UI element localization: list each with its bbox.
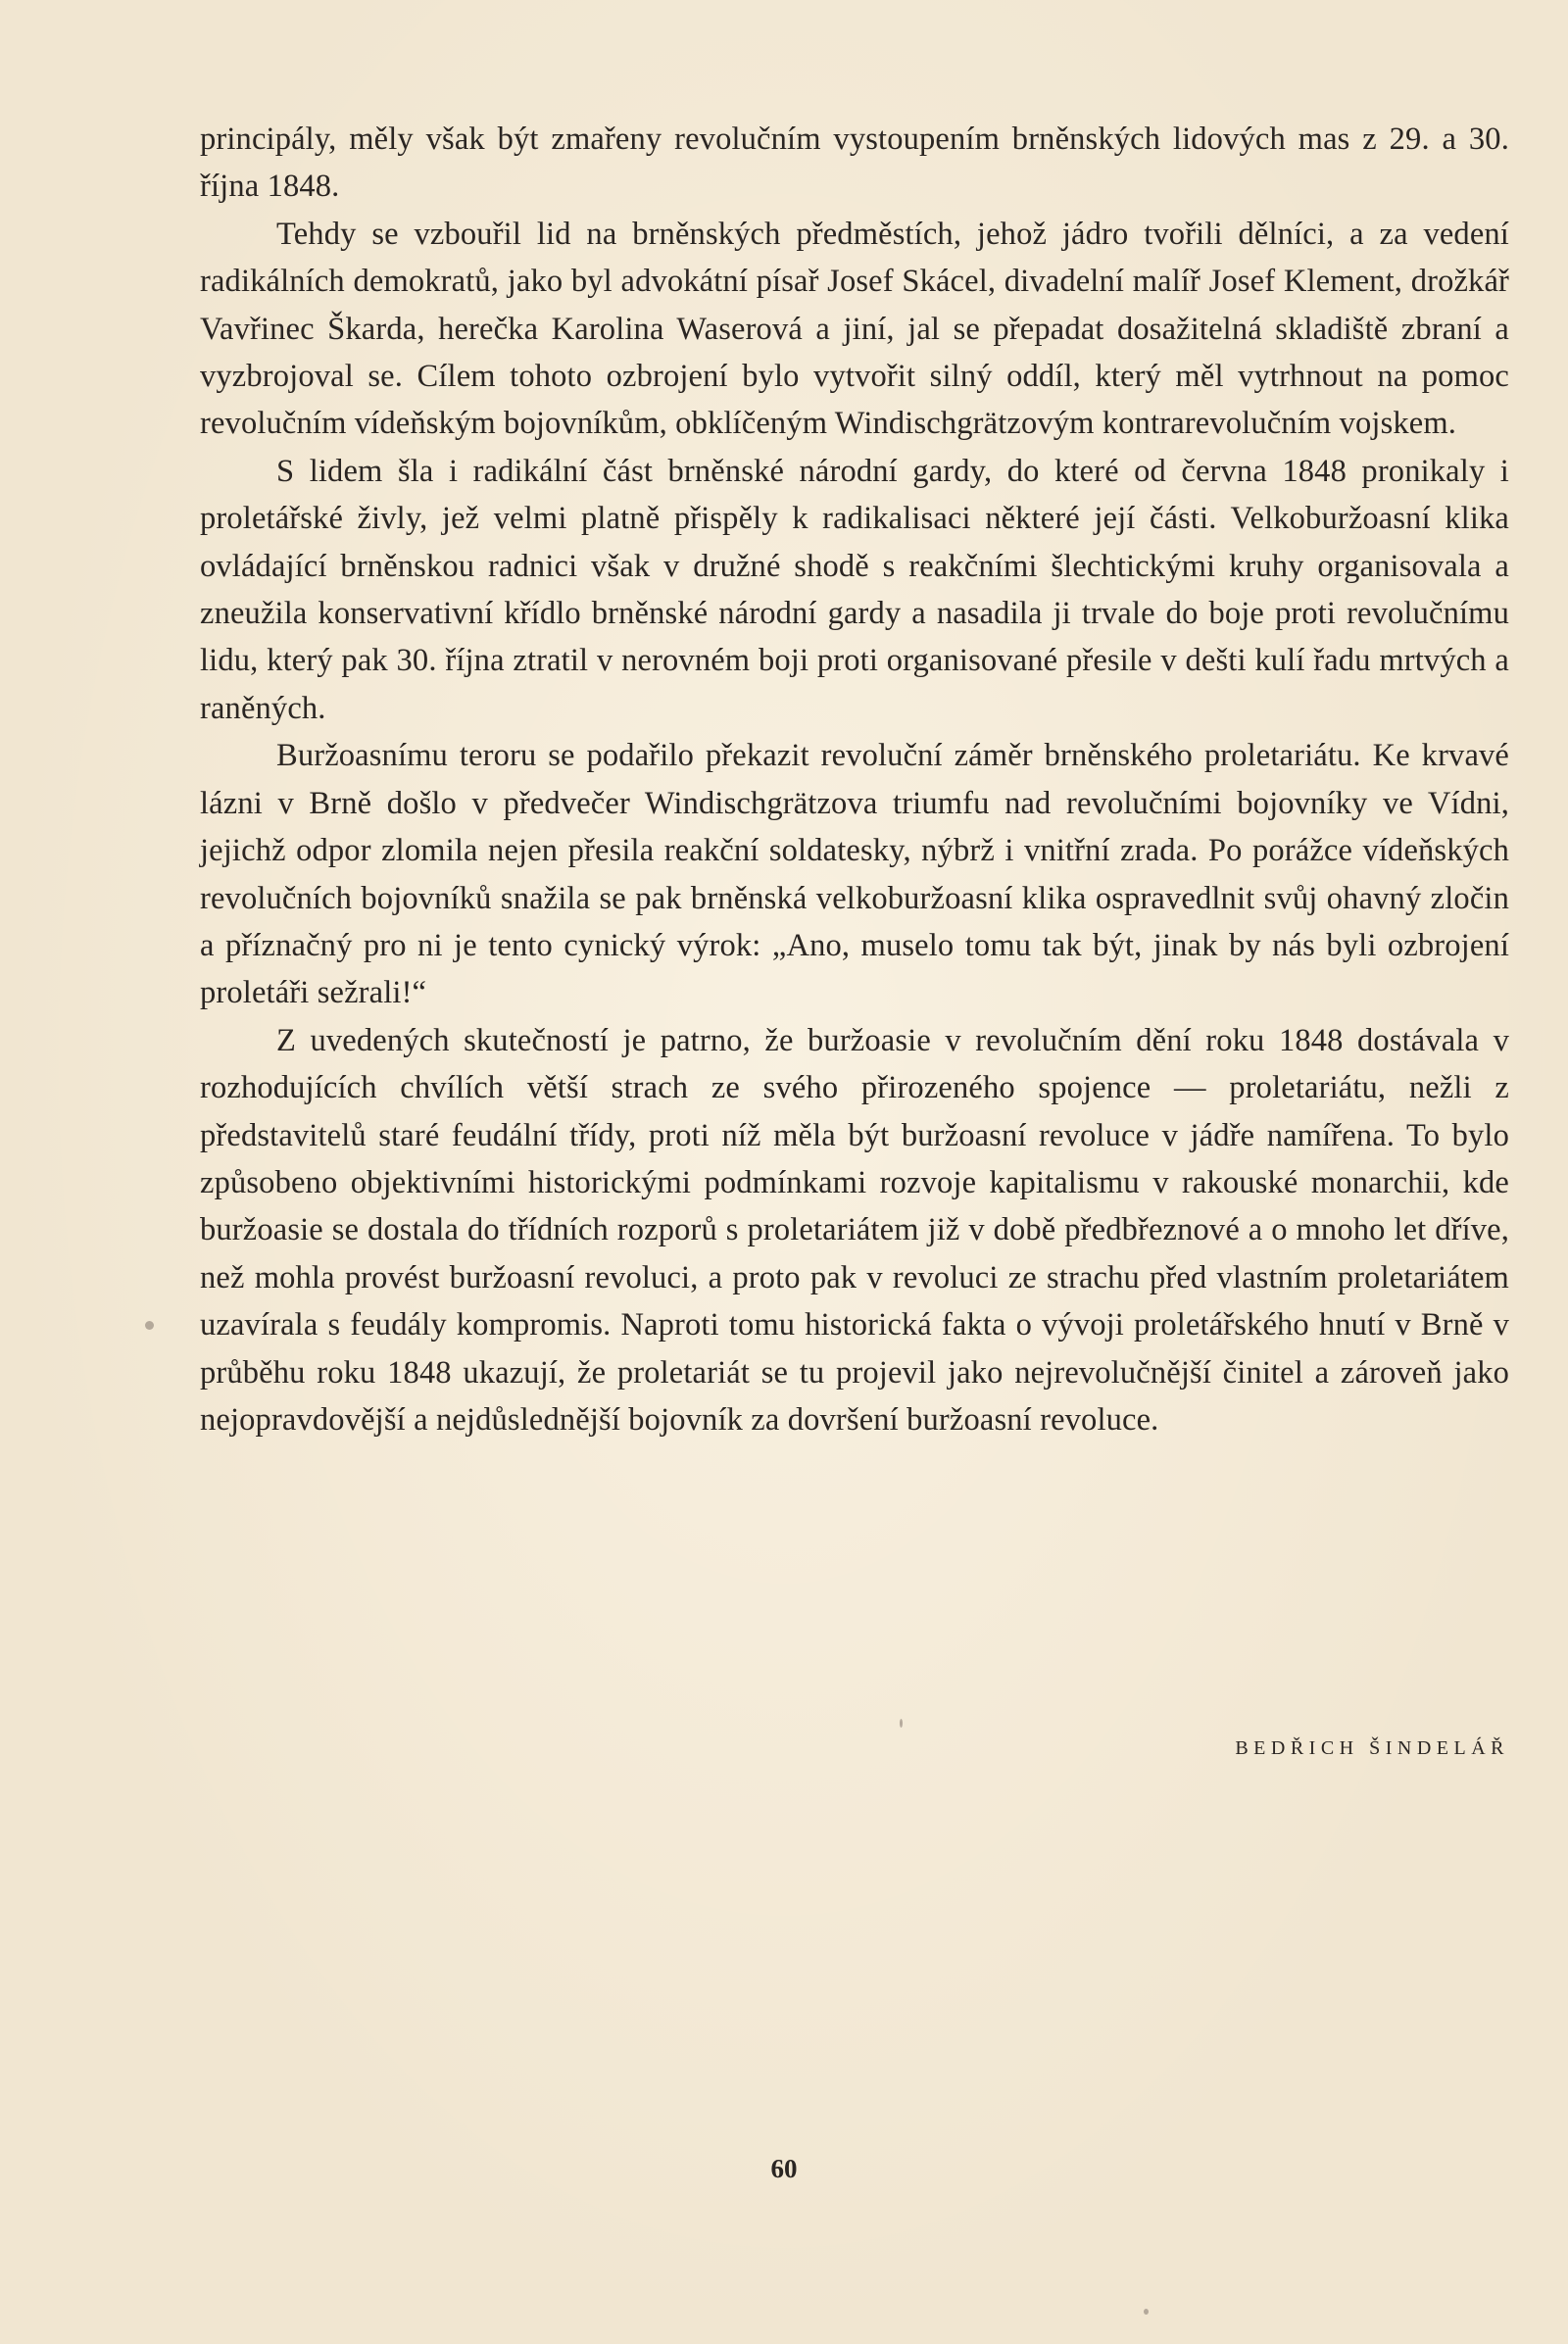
author-signature: BEDŘICH ŠINDELÁŘ: [1235, 1737, 1509, 1759]
page-number: 60: [770, 2154, 798, 2183]
paragraph-3: S lidem šla i radikální část brněnské národní gardy, do které od června 1848 pronikaly i proletářské živly, jež velmi platně přispěly k radikalisaci některé její části. Velkoburžoasní klika ovládající brněnskou radnici však v družné shodě s reakčními šlechtickými kruhy organisovala a zneužila konservativní křídlo brněnské národní gardy a nasadila ji trvale do boje proti revolučnímu lidu, který pak 30. října ztratil v nerovném boji proti organisované přesile v dešti kulí řadu mrtvých a raněných.: [200, 453, 1509, 726]
print-speck: [145, 1321, 154, 1330]
paragraph-4: Buržoasnímu teroru se podařilo překazit revoluční záměr brněnského proletariátu. Ke krvavé lázni v Brně došlo v předvečer Windischgrätzova triumfu nad revolučními bojovníky ve Vídni, jejichž odpor zlomila nejen přesila reakční soldatesky, nýbrž i vnitřní zrada. Po porážce vídeňských revolučních bojovníků snažila se pak brněnská velkoburžoasní klika ospravedlnit svůj ohavný zločin a příznačný pro ni je tento cynický výrok: „Ano, muselo tomu tak být, jinak by nás byli ozbrojení proletáři sežrali!“: [200, 738, 1509, 1011]
paragraph-2: Tehdy se vzbouřil lid na brněnských předměstích, jehož jádro tvořili dělníci, a za vedení radikálních demokratů, jako byl advokátní písař Josef Skácel, divadelní malíř Josef Klement, drožkář Vavřinec Škarda, herečka Karolina Waserová a jiní, jal se přepadat dosažitelná skladiště zbraní a vyzbrojoval se. Cílem tohoto ozbrojení bylo vytvořit silný oddíl, který měl vytrhnout na pomoc revolučním vídeňským bojovníkům, obklíčeným Windischgrätzovým kontrarevolučním vojskem.: [200, 216, 1509, 442]
paragraph-5: Z uvedených skutečností je patrno, že buržoasie v revolučním dění roku 1848 dostávala v rozhodujících chvílích větší strach ze svého přirozeného spojence — proletariátu, nežli z představitelů staré feudální třídy, proti níž měla být buržoasní revoluce v jádře namířena. To bylo způsobeno objektivními historickými podmínkami rozvoje kapitalismu v rakouské monarchii, kde buržoasie se dostala do třídních rozporů s proletariátem již v době předbřeznové a o mnoho let dříve, než mohla provést buržoasní revoluci, a proto pak v revoluci ze strachu před vlastním proletariátem uzavírala s feudály kompromis. Naproti tomu historická fakta o vývoji proletářského hnutí v Brně v průběhu roku 1848 ukazují, že proletariát se tu projevil jako nejrevolučnější činitel a zároveň jako nejopravdovější a nejdůslednější bojovník za dovršení buržoasní revoluce.: [200, 1022, 1509, 1438]
print-speck: [1144, 2309, 1149, 2315]
article-text: [200, 116, 1509, 1443]
print-speck: [900, 1719, 903, 1728]
paragraph-1: principály, měly však být zmařeny revolučním vystoupením brněnských lidových mas z 29. a 30. října 1848.: [200, 122, 1509, 205]
